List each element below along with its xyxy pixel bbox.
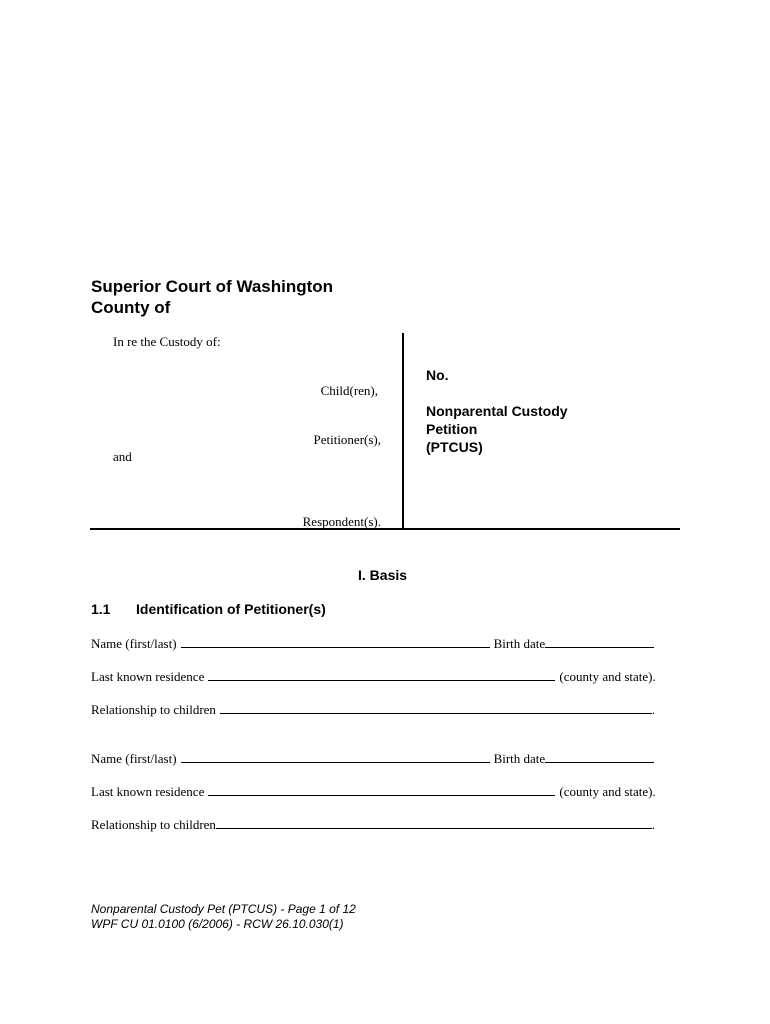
petitioner-2-birth-date-field[interactable] bbox=[545, 750, 654, 763]
in-re-label: In re the Custody of: bbox=[113, 334, 221, 349]
relationship-suffix: . bbox=[651, 817, 656, 832]
birth-date-label: Birth date bbox=[493, 751, 546, 766]
petitioner-2-residence-field[interactable] bbox=[208, 783, 555, 796]
relationship-suffix: . bbox=[651, 702, 656, 717]
birth-date-label: Birth date bbox=[493, 636, 546, 651]
petitioner-2-residence-row bbox=[91, 783, 656, 800]
case-number-label: No. bbox=[426, 367, 449, 383]
document-title bbox=[426, 402, 568, 456]
document-title-line-1: Nonparental Custody bbox=[426, 403, 568, 419]
children-label: Child(ren), bbox=[320, 383, 378, 398]
county-label: County of bbox=[91, 298, 171, 317]
residence-suffix: (county and state). bbox=[559, 784, 656, 799]
petitioner-1-name-row bbox=[91, 635, 658, 652]
page-footer bbox=[91, 902, 356, 932]
footer-line-1: Nonparental Custody Pet (PTCUS) - Page 1 of 12 bbox=[91, 902, 356, 916]
residence-label: Last known residence bbox=[91, 784, 205, 799]
subsection-number: 1.1 bbox=[91, 601, 111, 617]
respondents-label: Respondent(s). bbox=[302, 514, 381, 529]
petitioner-1-relationship-row bbox=[91, 701, 655, 718]
residence-label: Last known residence bbox=[91, 669, 205, 684]
name-label: Name (first/last) bbox=[91, 636, 177, 651]
name-label: Name (first/last) bbox=[91, 751, 177, 766]
court-name: Superior Court of Washington bbox=[91, 277, 334, 296]
petitioners-label: Petitioner(s), bbox=[313, 432, 381, 447]
petitioner-2-name-field[interactable] bbox=[181, 750, 490, 763]
petitioner-1-residence-row bbox=[91, 668, 656, 685]
caption-divider-horizontal bbox=[90, 528, 680, 530]
footer-line-2: WPF CU 01.0100 (6/2006) - RCW 26.10.030(1) bbox=[91, 917, 344, 931]
court-header bbox=[91, 276, 333, 318]
caption-divider-vertical bbox=[402, 333, 404, 530]
section-heading: I. Basis bbox=[358, 567, 408, 583]
residence-suffix: (county and state). bbox=[559, 669, 656, 684]
petitioner-2-name-row bbox=[91, 750, 658, 767]
petitioner-2-relationship-row bbox=[91, 816, 655, 833]
relationship-label: Relationship to children bbox=[91, 817, 216, 832]
document-title-line-3: (PTCUS) bbox=[426, 439, 483, 455]
document-title-line-2: Petition bbox=[426, 421, 478, 437]
petitioner-1-residence-field[interactable] bbox=[208, 668, 555, 681]
petitioner-2-relationship-field[interactable] bbox=[216, 816, 652, 829]
petitioner-1-birth-date-field[interactable] bbox=[545, 635, 654, 648]
subsection-title: Identification of Petitioner(s) bbox=[136, 601, 326, 617]
petitioner-1-relationship-field[interactable] bbox=[220, 701, 652, 714]
relationship-label: Relationship to children bbox=[91, 702, 216, 717]
petitioner-1-name-field[interactable] bbox=[181, 635, 490, 648]
and-label: and bbox=[113, 449, 132, 464]
